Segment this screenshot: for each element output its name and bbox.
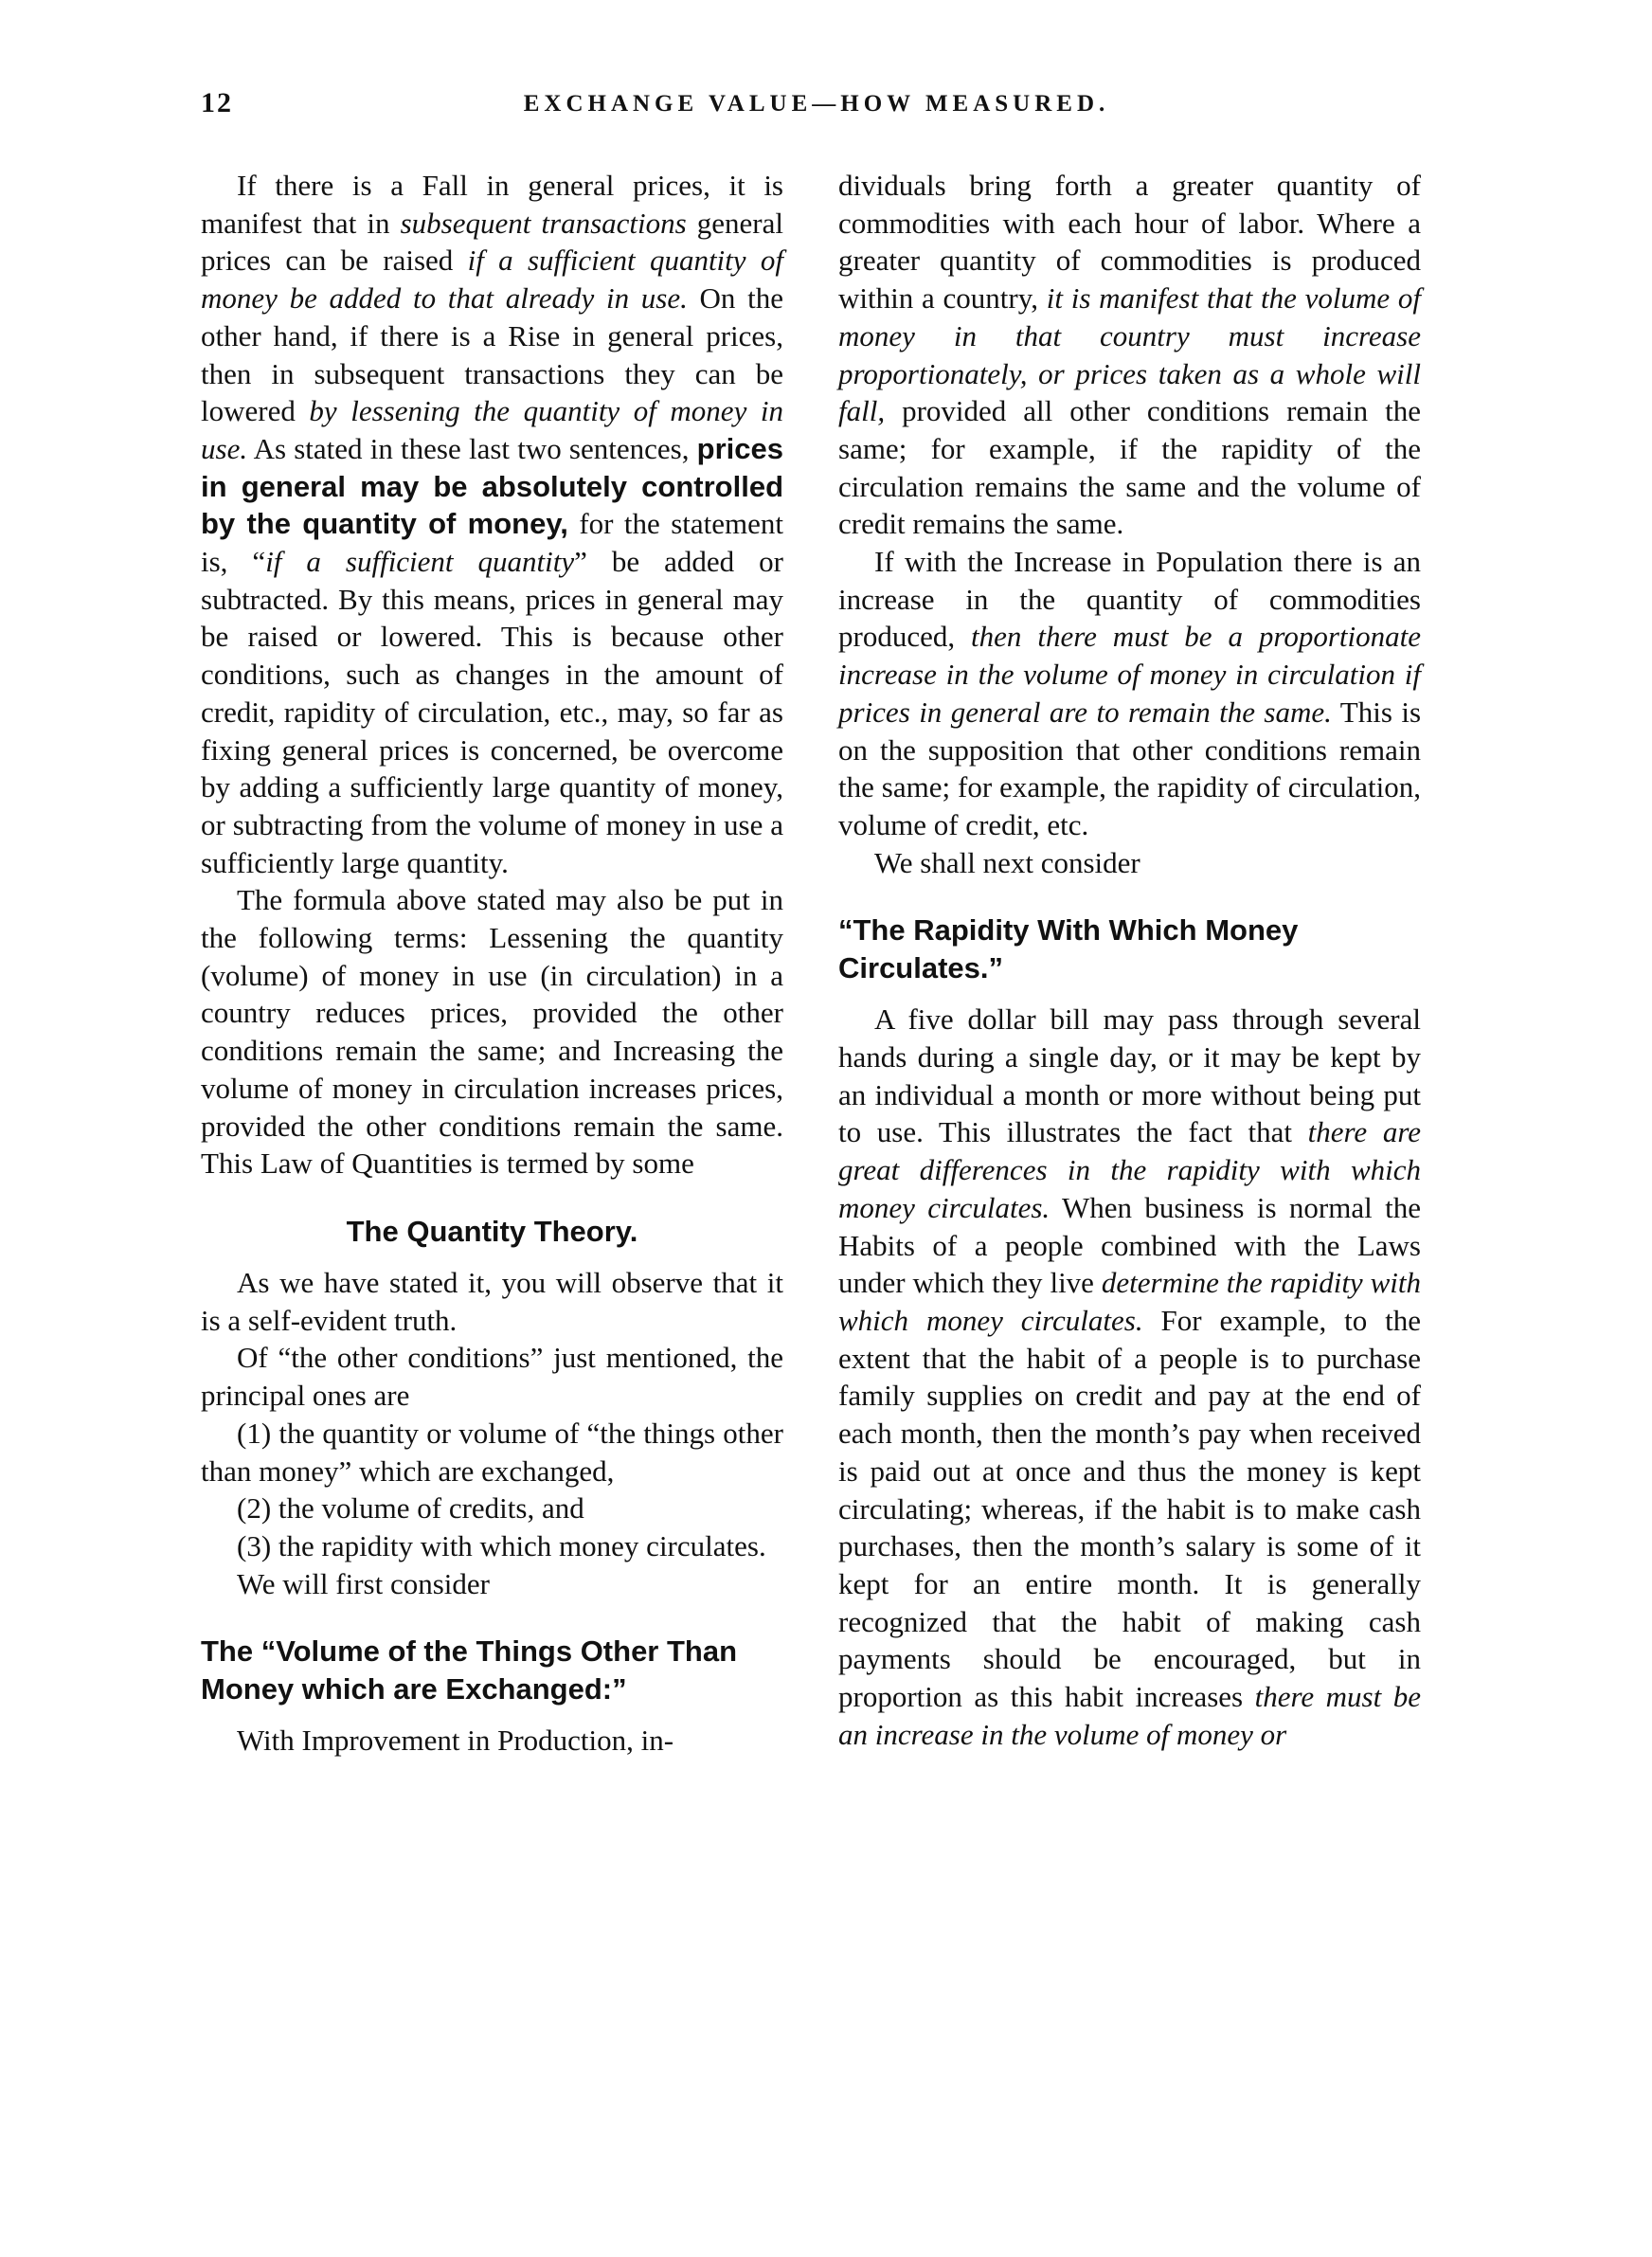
paragraph-individuals: dividuals bring forth a greater quantity of commodities with each hour of labor. Where a greater quantity of commodities is produced within a country, it is manifest that the volume of money in that country must increase proportionately, or prices taken as a whole will fall, provided all other conditions remain the same; for example, if the rapidity of the circulation remains the same and the volume of credit remains the same.	[838, 169, 1421, 541]
list-item-3: (3) the rapidity with which money circulates.	[237, 1528, 766, 1562]
paragraph-improvement: With Improvement in Production, in-	[237, 1724, 674, 1758]
paragraph-other-conditions: Of “the other conditions” just mentioned, the principal ones are	[201, 1341, 783, 1413]
paragraph-population: If with the Increase in Population there is an increase in the quantity of commodities produced, then there must be a proportionate increase in the volume of money in circulation if prices in general are to remain the same. This is on the supposition that other conditions remain the same; for example, the rapidity of circulation, volume of credit, etc.	[838, 545, 1422, 841]
running-title: EXCHANGE VALUE—HOW MEASURED.	[523, 91, 1110, 117]
paragraph-first-consider: We will first consider	[237, 1566, 490, 1600]
paragraph-formula: The formula above stated may also be put in the following terms: Lessening the quantity (volume) of money in use (in circulation) in a country reduces prices, provided the other conditions remain the same; and Increasing the volume of money in circulation increases prices, provided the other conditions remain the same. This Law of Quantities is termed by some	[201, 883, 783, 1181]
paragraph-fall-in-prices: If there is a Fall in general prices, it is manifest that in subsequent transactions general prices can be raised if a sufficient quantity of money be added to that already in use. On the other hand, if there is a Rise in general prices, then in subsequent transactions they can be lowered by lessening the quantity of money in use. As stated in these last two sentences, prices in general may be absolutely controlled by the quantity of money, for the statement is, “if a sufficient quantity” be added or subtracted. By this means, prices in general may be raised or lowered. This is because other conditions, such as changes in the amount of credit, rapidity of circulation, etc., may, so far as fixing general prices is concerned, be overcome by adding a sufficiently large quantity of money, or subtracting from the volume of money in use a sufficiently large quantity.	[201, 169, 784, 879]
left-column	[201, 167, 783, 1760]
paragraph-self-evident: As we have stated it, you will observe that it is a self-evident truth.	[201, 1265, 783, 1337]
paragraph-five-dollar-bill: A five dollar bill may pass through several hands during a single day, or it may be kept by an individual a month or more without being put to use. This illustrates the fact that there are great differences in the rapidity with which money circulates. When business is normal the Habits of a people combined with the Laws under which they live determine the rapidity with which money circulates. For example, to the extent that the habit of a people is to purchase family supplies on credit and pay at the end of each month, then the month’s pay when received is paid out at once and thus the money is kept circulating; whereas, if the habit is to make cash purchases, then the month’s salary is some of it kept for an entire month. It is generally recognized that the habit of making cash payments should be encouraged, but in proportion as this habit increases there must be an increase in the volume of money or	[838, 1002, 1422, 1751]
list-item-2: (2) the volume of credits, and	[237, 1491, 584, 1526]
heading-quantity-theory: The Quantity Theory.	[346, 1214, 638, 1248]
page-number: 12	[201, 87, 233, 118]
list-item-1: (1) the quantity or volume of “the things other than money” which are exchanged,	[201, 1416, 783, 1488]
heading-volume-of-things: The “Volume of the Things Other Than Money which are Exchanged:”	[201, 1634, 738, 1706]
running-head	[201, 87, 1432, 125]
heading-rapidity: “The Rapidity With Which Money Circulates.”	[838, 913, 1299, 985]
paragraph-next-consider: We shall next consider	[874, 845, 1140, 879]
right-column	[838, 167, 1421, 1753]
